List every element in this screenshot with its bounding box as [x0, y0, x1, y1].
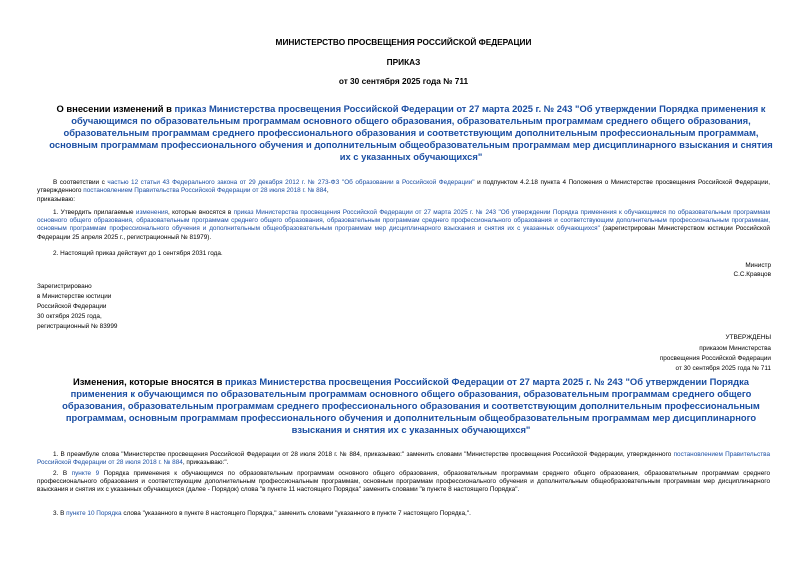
changes-title-prefix: Изменения, которые вносятся в — [73, 376, 225, 387]
doc-title — [46, 103, 776, 163]
doc-title-prefix: О внесении изменений в — [56, 103, 175, 114]
title-order-link[interactable]: приказ Министерства просвещения Российской Федерации от 27 марта 2025 г. № 243 "Об утверждении Порядка применения к обучающимся по образовательным программам основного общего образования, образовательным программам среднего общего образования, образовательным программам среднего профессионального образования и соответствующим дополнительным профессиональным программам, основным программам профессионального обучения и дополнительным общеобразовательным программам мер дисциплинарного взыскания и снятия их с указанных обучающихся" — [49, 103, 773, 162]
item-1-text-2: , которые вносятся в — [168, 209, 234, 216]
item-2: 2. Настоящий приказ действует до 1 сентября 2031 года. — [53, 250, 223, 257]
change-1-decree-link[interactable]: постановлением Правительства Российской Федерации от 28 июля 2018 г. № 884 — [37, 451, 770, 467]
approved-title: УТВЕРЖДЕНЫ — [725, 334, 771, 341]
doc-type: ПРИКАЗ — [386, 57, 421, 67]
changes-title — [46, 376, 776, 436]
registration-line: Зарегистрировано — [37, 283, 92, 290]
change-2-text-2: Порядка применения к обучающимся по образовательным программам основного общего образования, образовательным программам среднего общего образования, образовательным программам среднего профессионального образования и соответствующим дополнительным профессиональным программам, основным программам профессионального обучения и дополнительным общеобразовательным программам мер дисциплинарного взыскания и снятия их с указанных обучающихся (далее - Порядок) слова "в пункте 11 настоящего Порядка" заменить словами "в пункте 8 настоящего Порядка". — [37, 470, 771, 494]
item-1-changes-link[interactable]: изменения — [135, 209, 169, 216]
change-3-point-link[interactable]: пункте 10 Порядка — [66, 510, 122, 517]
change-3 — [53, 510, 471, 518]
preamble — [37, 179, 770, 195]
change-3-text-1: 3. В — [53, 510, 67, 517]
signature-role: Министр — [745, 262, 771, 269]
change-1-text-1: 1. В преамбуле слова "Министерстве просвещения Российской Федерации от 28 июля 2018 г. № 884, приказываю:" заменить словами "Министерстве просвещения Российской Федерации, утвержденного — [53, 451, 674, 458]
change-1 — [37, 451, 770, 467]
order-word: приказываю: — [37, 196, 75, 203]
preamble-text-3: , — [326, 187, 329, 195]
preamble-text-2: и подпунктом 4.2.18 пункта 4 Положения о Министерстве просвещения Российской Федерации, утвержденного — [37, 179, 770, 195]
change-2-text-1: 2. В — [53, 470, 72, 477]
signature-name: С.С.Кравцов — [733, 271, 771, 278]
doc-date-number: от 30 сентября 2025 года № 711 — [338, 76, 469, 86]
registration-line: в Министерстве юстиции — [37, 293, 112, 300]
registration-line: 30 октября 2025 года, — [37, 313, 102, 320]
approved-line: приказом Министерства — [699, 345, 771, 352]
item-1-text-1: 1. Утвердить прилагаемые — [53, 209, 136, 216]
registration-line: Российской Федерации — [37, 303, 107, 310]
item-1-text-3: (зарегистрирован Министерством юстиции Российской Федерации 25 апреля 2025 г., регистрационный № 81979). — [37, 225, 770, 241]
preamble-law-link[interactable]: частью 12 статьи 43 Федерального закона от 29 декабря 2012 г. № 273-ФЗ "Об образовании в Российской Федерации" — [107, 179, 475, 186]
changes-title-order-link[interactable]: приказ Министерства просвещения Российской Федерации от 27 марта 2025 г. № 243 "Об утверждении Порядка применения к обучающимся по образовательным программам основного общего образования, образовательным программам среднего общего образования, образовательным программам среднего профессионального образования и соответствующим дополнительным профессиональным программам, основным программам профессионального обучения и дополнительным общеобразовательным программам мер дисциплинарного взыскания и снятия их с указанных обучающихся" — [62, 376, 760, 435]
change-2 — [37, 470, 770, 495]
approved-line: просвещения Российской Федерации — [659, 355, 771, 362]
change-3-text-2: слова "указанного в пункте 8 настоящего Порядка," заменить словами "указанного в пункте 7 настоящего Порядка,". — [121, 510, 471, 517]
preamble-text-1: В соответствии с — [53, 179, 108, 186]
change-1-text-2: , приказываю:". — [182, 459, 229, 467]
item-1 — [37, 209, 770, 242]
change-2-point-link[interactable]: пункте 9 — [71, 470, 100, 477]
registration-line: регистрационный № 83999 — [37, 323, 118, 330]
ministry-header: МИНИСТЕРСТВО ПРОСВЕЩЕНИЯ РОССИЙСКОЙ ФЕДЕРАЦИИ — [275, 37, 532, 47]
approved-line: от 30 сентября 2025 года № 711 — [675, 365, 771, 372]
preamble-decree-link[interactable]: постановлением Правительства Российской Федерации от 28 июля 2018 г. № 884 — [83, 187, 327, 195]
item-1-order-link[interactable]: приказ Министерства просвещения Российской Федерации от 27 марта 2025 г. № 243 "Об утверждении Порядка применения к обучающимся по образовательным программам основного общего образования, образовательным программам среднего общего образования, образовательным программам среднего профессионального образования и соответствующим дополнительным профессиональным программам, основным программам профессионального обучения и дополнительным общеобразовательным программам мер дисциплинарного взыскания и снятия их с указанных обучающихся" — [37, 209, 770, 233]
